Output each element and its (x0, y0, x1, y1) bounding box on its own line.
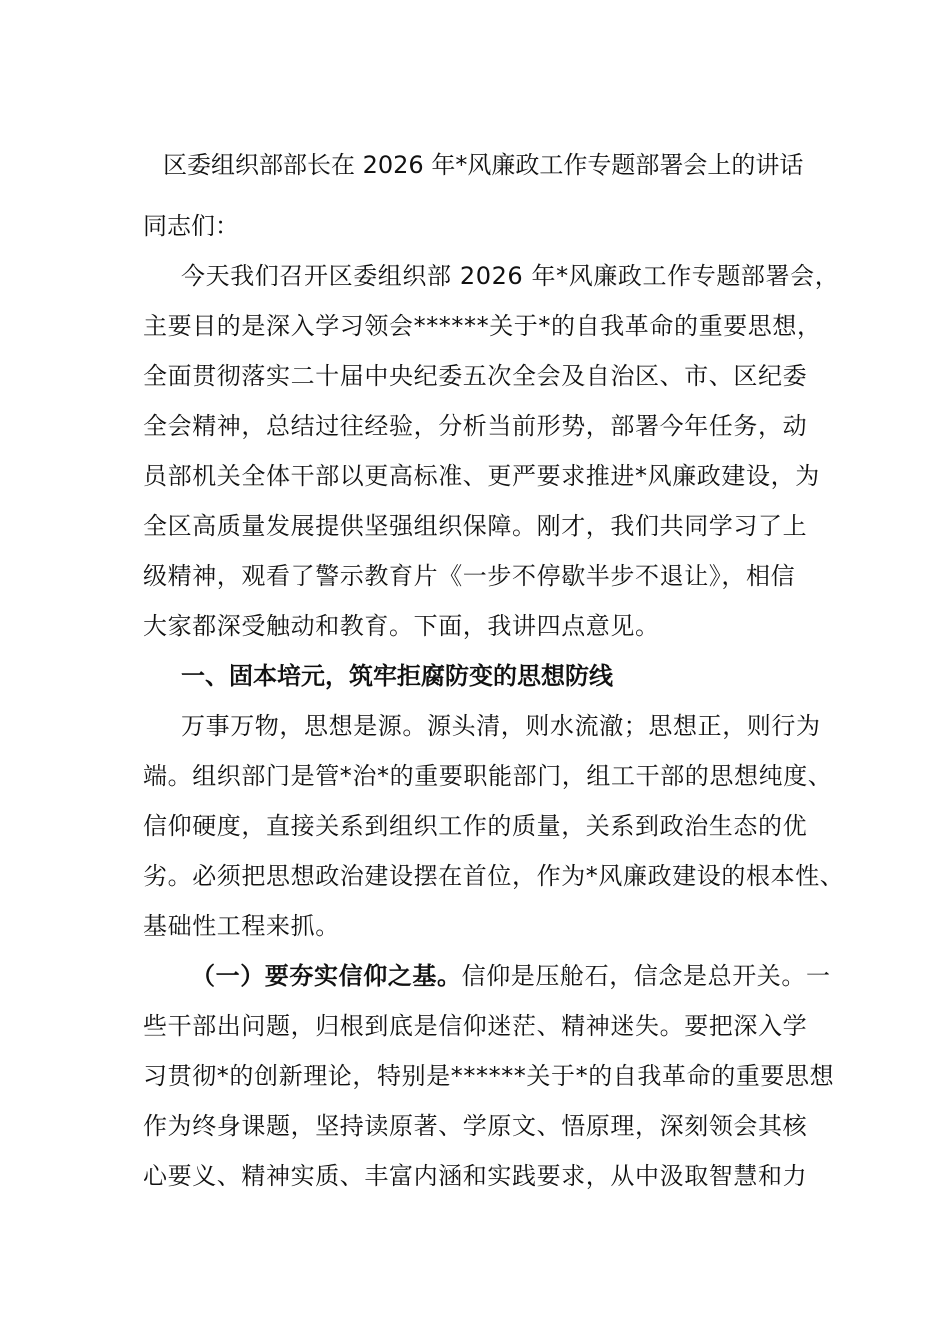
subsection-1-heading: （一）要夯实信仰之基。 (191, 962, 462, 990)
document-body (143, 145, 845, 1201)
subsection-1-first-line (143, 951, 831, 1001)
intro-paragraph (143, 251, 840, 651)
subsection-1-line: 些干部出问题，归根到底是信仰迷茫、精神迷失。要把深入学 (143, 1012, 808, 1040)
subsection-1-line: 作为终身课题，坚持读原著、学原文、悟原理，深刻领会其核 (143, 1112, 808, 1140)
section-1-paragraph (143, 701, 845, 951)
subsection-1-first-line-text: 信仰是压舱石，信念是总开关。一 (461, 962, 831, 990)
section-1-line: 劣。必须把思想政治建设摆在首位，作为*风廉政建设的根本性、 (143, 862, 845, 890)
document-title: 区委组织部部长在 2026 年*风廉政工作专题部署会上的讲话 (163, 151, 804, 179)
section-1-line: 信仰硬度，直接关系到组织工作的质量，关系到政治生态的优 (143, 812, 808, 840)
intro-line: 全面贯彻落实二十届中央纪委五次全会及自治区、市、区纪委 (143, 362, 808, 390)
subsection-1-line: 习贯彻*的创新理论，特别是******关于*的自我革命的重要思想 (143, 1062, 835, 1090)
intro-line: 员部机关全体干部以更高标准、更严要求推进*风廉政建设，为 (143, 462, 820, 490)
subsection-1-paragraph (143, 951, 835, 1201)
intro-line: 级精神，观看了警示教育片《一步不停歇半步不退让》，相信 (143, 562, 796, 590)
intro-line: 全会精神，总结过往经验，分析当前形势，部署今年任务，动 (143, 412, 808, 440)
intro-line: 今天我们召开区委组织部 2026 年*风廉政工作专题部署会， (181, 262, 840, 290)
salutation: 同志们： (143, 212, 239, 240)
intro-line: 大家都深受触动和教育。下面，我讲四点意见。 (143, 612, 660, 640)
subsection-1-line: 心要义、精神实质、丰富内涵和实践要求，从中汲取智慧和力 (143, 1162, 808, 1190)
intro-line: 全区高质量发展提供坚强组织保障。刚才，我们共同学习了上 (143, 512, 808, 540)
section-1-line: 基础性工程来抓。 (143, 912, 340, 940)
section-1-line: 万事万物，思想是源。源头清，则水流澈；思想正，则行为 (181, 712, 821, 740)
intro-line: 主要目的是深入学习领会******关于*的自我革命的重要思想， (143, 312, 822, 340)
section-1-heading: 一、固本培元，筑牢拒腐防变的思想防线 (181, 662, 613, 690)
section-1-line: 端。组织部门是管*治*的重要职能部门，组工干部的思想纯度、 (143, 762, 833, 790)
